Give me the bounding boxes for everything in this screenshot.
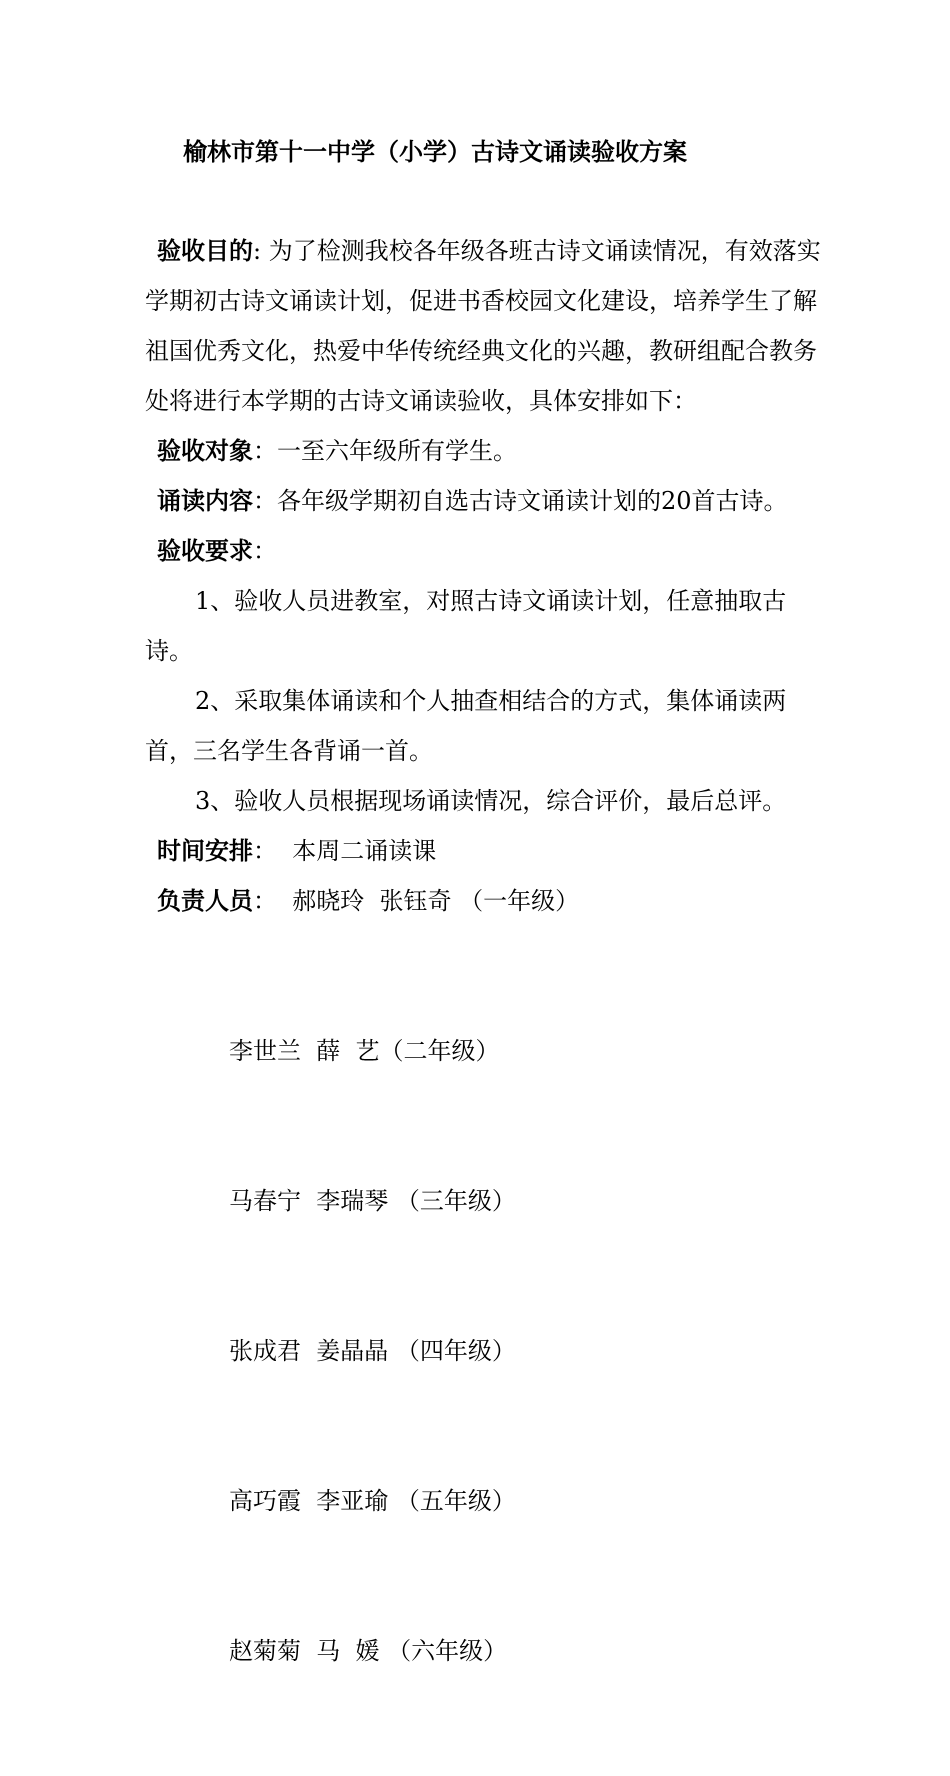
purpose-paragraph <box>145 226 825 426</box>
requirement-item: 1、验收人员进教室，对照古诗文诵读计划，任意抽取古诗。 <box>145 587 787 665</box>
purpose-colon: : <box>253 237 262 265</box>
document-body <box>145 226 825 1776</box>
content-paragraph <box>145 476 825 526</box>
target-text: 一至六年级所有学生。 <box>277 437 517 465</box>
staff-list-item: 张成君 姜晶晶 （四年级） <box>229 1337 516 1365</box>
purpose-text: 为了检测我校各年级各班古诗文诵读情况，有效落实学期初古诗文诵读计划，促进书香校园文化建设，培养学生了解祖国优秀文化，热爱中华传统经典文化的兴趣，教研组配合教务处将进行本学期的古诗文诵读验收，具体安排如下： <box>145 237 821 415</box>
target-label: 验收对象 <box>157 436 253 465</box>
schedule-colon: ： <box>253 837 277 865</box>
content-colon: ： <box>253 487 277 515</box>
purpose-label: 验收目的 <box>157 236 253 265</box>
staff-list-item: 高巧霞 李亚瑜 （五年级） <box>229 1487 516 1515</box>
requirements-heading <box>145 526 825 576</box>
staff-paragraph <box>145 876 825 926</box>
schedule-label: 时间安排 <box>157 836 253 865</box>
requirements-label: 验收要求 <box>157 536 253 565</box>
content-label: 诵读内容 <box>157 486 253 515</box>
target-paragraph <box>145 426 825 476</box>
staff-list <box>145 926 825 1776</box>
schedule-text: 本周二诵读课 <box>277 837 437 865</box>
requirements-colon: ： <box>253 537 277 565</box>
staff-list-item: 马春宁 李瑞琴 （三年级） <box>229 1187 516 1215</box>
staff-label: 负责人员 <box>157 886 253 915</box>
staff-list-item: 赵菊菊 马 媛 （六年级） <box>229 1637 508 1665</box>
staff-first-line: 郝晓玲 张钰奇 （一年级） <box>277 887 580 915</box>
target-colon: ： <box>253 437 277 465</box>
document-title: 榆林市第十一中学（小学）古诗文诵读验收方案 <box>183 137 687 166</box>
requirement-item: 3、验收人员根据现场诵读情况，综合评价，最后总评。 <box>195 787 787 815</box>
schedule-paragraph <box>145 826 825 876</box>
staff-colon: ： <box>253 887 277 915</box>
content-text: 各年级学期初自选古诗文诵读计划的20首古诗。 <box>277 487 788 515</box>
requirement-item: 2、采取集体诵读和个人抽查相结合的方式，集体诵读两首，三名学生各背诵一首。 <box>145 687 787 765</box>
staff-list-item: 李世兰 薛 艺（二年级） <box>229 1037 500 1065</box>
